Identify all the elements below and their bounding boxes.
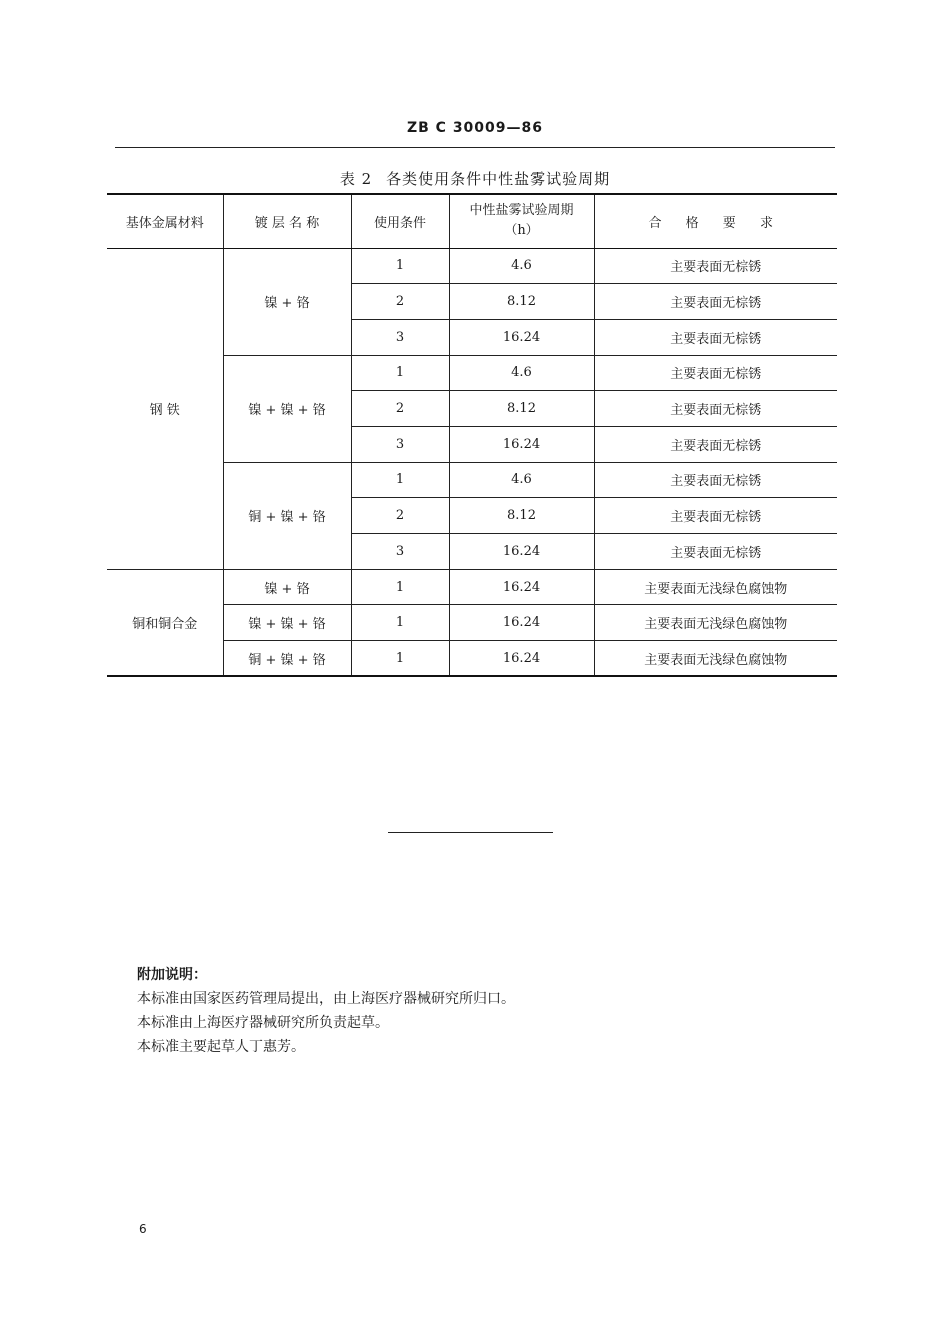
cell-requirement: 主要表面无棕锈 <box>594 319 837 355</box>
notes-line: 本标准主要起草人丁惠芳。 <box>137 1039 305 1055</box>
notes-line: 本标准由国家医药管理局提出，由上海医疗器械研究所归口。 <box>137 991 515 1007</box>
cell-condition: 1 <box>351 462 449 498</box>
col-header-base-material: 基体金属材料 <box>107 194 223 248</box>
cell-hours: 16.24 <box>449 641 594 677</box>
cell-condition: 2 <box>351 391 449 427</box>
cell-requirement: 主要表面无棕锈 <box>594 498 837 534</box>
additional-notes <box>137 963 515 1059</box>
table-caption-title: 各类使用条件中性盐雾试验周期 <box>386 170 611 188</box>
cell-requirement: 主要表面无棕锈 <box>594 426 837 462</box>
page-number: 6 <box>139 1222 147 1236</box>
cell-hours: 4.6 <box>449 355 594 391</box>
cell-condition: 1 <box>351 641 449 677</box>
cell-material: 钢 铁 <box>107 248 223 569</box>
cell-condition: 2 <box>351 498 449 534</box>
table-row <box>107 569 837 605</box>
cell-hours: 16.24 <box>449 534 594 570</box>
col-header-coating-name: 镀 层 名 称 <box>223 194 351 248</box>
cell-hours: 8.12 <box>449 391 594 427</box>
cell-coating: 镍 + 镍 + 铬 <box>223 355 351 462</box>
standard-code: ZB C 30009—86 <box>406 120 544 136</box>
cell-condition: 1 <box>351 355 449 391</box>
cell-coating: 镍 + 镍 + 铬 <box>223 605 351 641</box>
col-header-requirement: 合 格 要 求 <box>594 194 837 248</box>
col-header-test-cycle-line1: 中性盐雾试验周期 <box>469 203 574 219</box>
cell-hours: 16.24 <box>449 605 594 641</box>
table-row <box>107 248 837 284</box>
cell-hours: 4.6 <box>449 248 594 284</box>
cell-condition: 1 <box>351 248 449 284</box>
cell-hours: 16.24 <box>449 569 594 605</box>
cell-hours: 8.12 <box>449 498 594 534</box>
cell-requirement: 主要表面无棕锈 <box>594 284 837 320</box>
cell-hours: 4.6 <box>449 462 594 498</box>
col-header-test-cycle <box>449 194 594 248</box>
col-header-use-condition: 使用条件 <box>351 194 449 248</box>
cell-condition: 1 <box>351 569 449 605</box>
cell-hours: 8.12 <box>449 284 594 320</box>
cell-requirement: 主要表面无棕锈 <box>594 391 837 427</box>
cell-condition: 3 <box>351 319 449 355</box>
col-header-test-cycle-line2: （h） <box>504 223 539 239</box>
cell-coating: 镍 + 铬 <box>223 569 351 605</box>
cell-condition: 3 <box>351 534 449 570</box>
table-caption <box>0 168 950 189</box>
cell-material: 铜和铜合金 <box>107 569 223 676</box>
cell-requirement: 主要表面无棕锈 <box>594 248 837 284</box>
cell-coating: 镍 + 铬 <box>223 248 351 355</box>
cell-condition: 3 <box>351 426 449 462</box>
cell-condition: 2 <box>351 284 449 320</box>
cell-requirement: 主要表面无棕锈 <box>594 355 837 391</box>
table-caption-number: 表 2 <box>339 170 373 188</box>
cell-requirement: 主要表面无浅绿色腐蚀物 <box>594 605 837 641</box>
cell-hours: 16.24 <box>449 426 594 462</box>
notes-line: 本标准由上海医疗器械研究所负责起草。 <box>137 1015 389 1031</box>
cell-coating: 铜 + 镍 + 铬 <box>223 641 351 677</box>
salt-spray-cycle-table <box>107 193 837 677</box>
section-divider <box>388 832 553 833</box>
cell-requirement: 主要表面无浅绿色腐蚀物 <box>594 569 837 605</box>
cell-requirement: 主要表面无浅绿色腐蚀物 <box>594 641 837 677</box>
notes-title: 附加说明： <box>137 967 207 983</box>
cell-hours: 16.24 <box>449 319 594 355</box>
header-rule <box>115 147 835 148</box>
cell-requirement: 主要表面无棕锈 <box>594 534 837 570</box>
cell-requirement: 主要表面无棕锈 <box>594 462 837 498</box>
cell-condition: 1 <box>351 605 449 641</box>
table-header-row <box>107 194 837 248</box>
cell-coating: 铜 + 镍 + 铬 <box>223 462 351 569</box>
